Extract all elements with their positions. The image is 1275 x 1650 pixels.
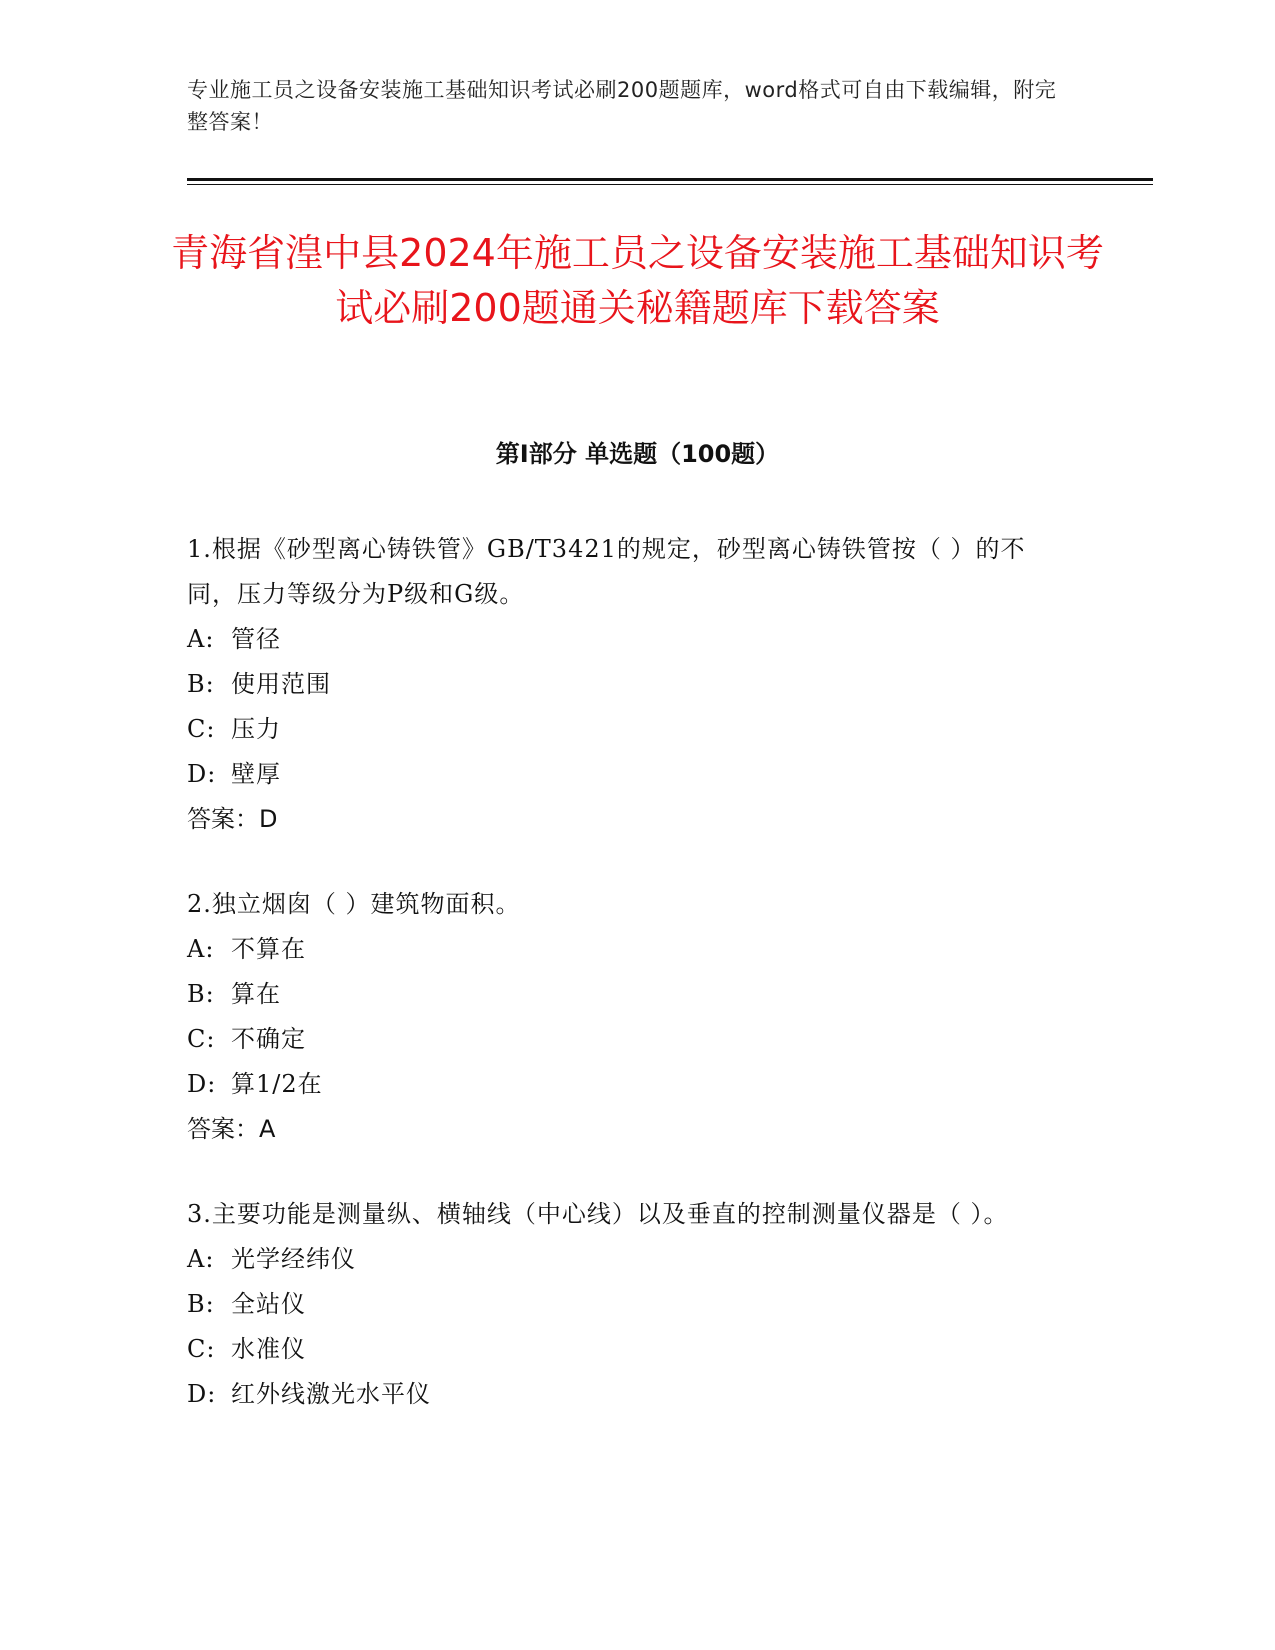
option-b xyxy=(187,662,1067,707)
option-key: A: xyxy=(187,625,215,653)
option-text: 不确定 xyxy=(231,1025,306,1053)
header-divider-thick xyxy=(187,178,1153,181)
question-stem: 1.根据《砂型离心铸铁管》GB/T3421的规定，砂型离心铸铁管按（ ）的不同，压力等级分为P级和G级。 xyxy=(187,535,1026,608)
option-d xyxy=(187,752,1067,797)
question-stem: 3.主要功能是测量纵、横轴线（中心线）以及垂直的控制测量仪器是（ ）。 xyxy=(187,1200,1009,1228)
option-key: C: xyxy=(187,715,216,743)
option-a xyxy=(187,617,1067,662)
question-stem: 2.独立烟囱（ ）建筑物面积。 xyxy=(187,890,521,918)
option-key: B: xyxy=(187,980,215,1008)
option-text: 不算在 xyxy=(231,935,306,963)
question-list xyxy=(187,527,1067,1457)
option-c xyxy=(187,1327,1067,1372)
option-key: B: xyxy=(187,1290,215,1318)
option-key: D: xyxy=(187,1070,217,1098)
option-c xyxy=(187,707,1067,752)
question-2 xyxy=(187,882,1067,1152)
option-key: D: xyxy=(187,760,217,788)
header-divider-thin xyxy=(187,184,1153,185)
option-text: 压力 xyxy=(231,715,281,743)
option-key: B: xyxy=(187,670,215,698)
option-text: 算1/2在 xyxy=(231,1070,323,1098)
answer-line: 答案：D xyxy=(187,805,278,833)
option-text: 全站仪 xyxy=(231,1290,306,1318)
option-text: 壁厚 xyxy=(231,760,281,788)
option-text: 光学经纬仪 xyxy=(231,1245,356,1273)
answer-line: 答案：A xyxy=(187,1115,276,1143)
option-key: D: xyxy=(187,1380,217,1408)
option-a xyxy=(187,927,1067,972)
option-b xyxy=(187,972,1067,1017)
option-key: C: xyxy=(187,1025,216,1053)
option-d xyxy=(187,1372,1067,1417)
section-title: 第I部分 单选题（100题） xyxy=(495,440,780,468)
option-text: 红外线激光水平仪 xyxy=(231,1380,431,1408)
option-b xyxy=(187,1282,1067,1327)
option-d xyxy=(187,1062,1067,1107)
option-key: C: xyxy=(187,1335,216,1363)
option-a xyxy=(187,1237,1067,1282)
question-3 xyxy=(187,1192,1067,1417)
option-c xyxy=(187,1017,1067,1062)
question-1 xyxy=(187,527,1067,842)
document-title: 青海省湟中县2024年施工员之设备安装施工基础知识考试必刷200题通关秘籍题库下载答案 xyxy=(171,231,1104,330)
option-text: 使用范围 xyxy=(231,670,331,698)
option-text: 算在 xyxy=(231,980,281,1008)
option-key: A: xyxy=(187,935,215,963)
option-key: A: xyxy=(187,1245,215,1273)
header-note: 专业施工员之设备安装施工基础知识考试必刷200题题库，word格式可自由下载编辑，附完整答案！ xyxy=(187,78,1057,134)
option-text: 水准仪 xyxy=(231,1335,306,1363)
option-text: 管径 xyxy=(231,625,281,653)
